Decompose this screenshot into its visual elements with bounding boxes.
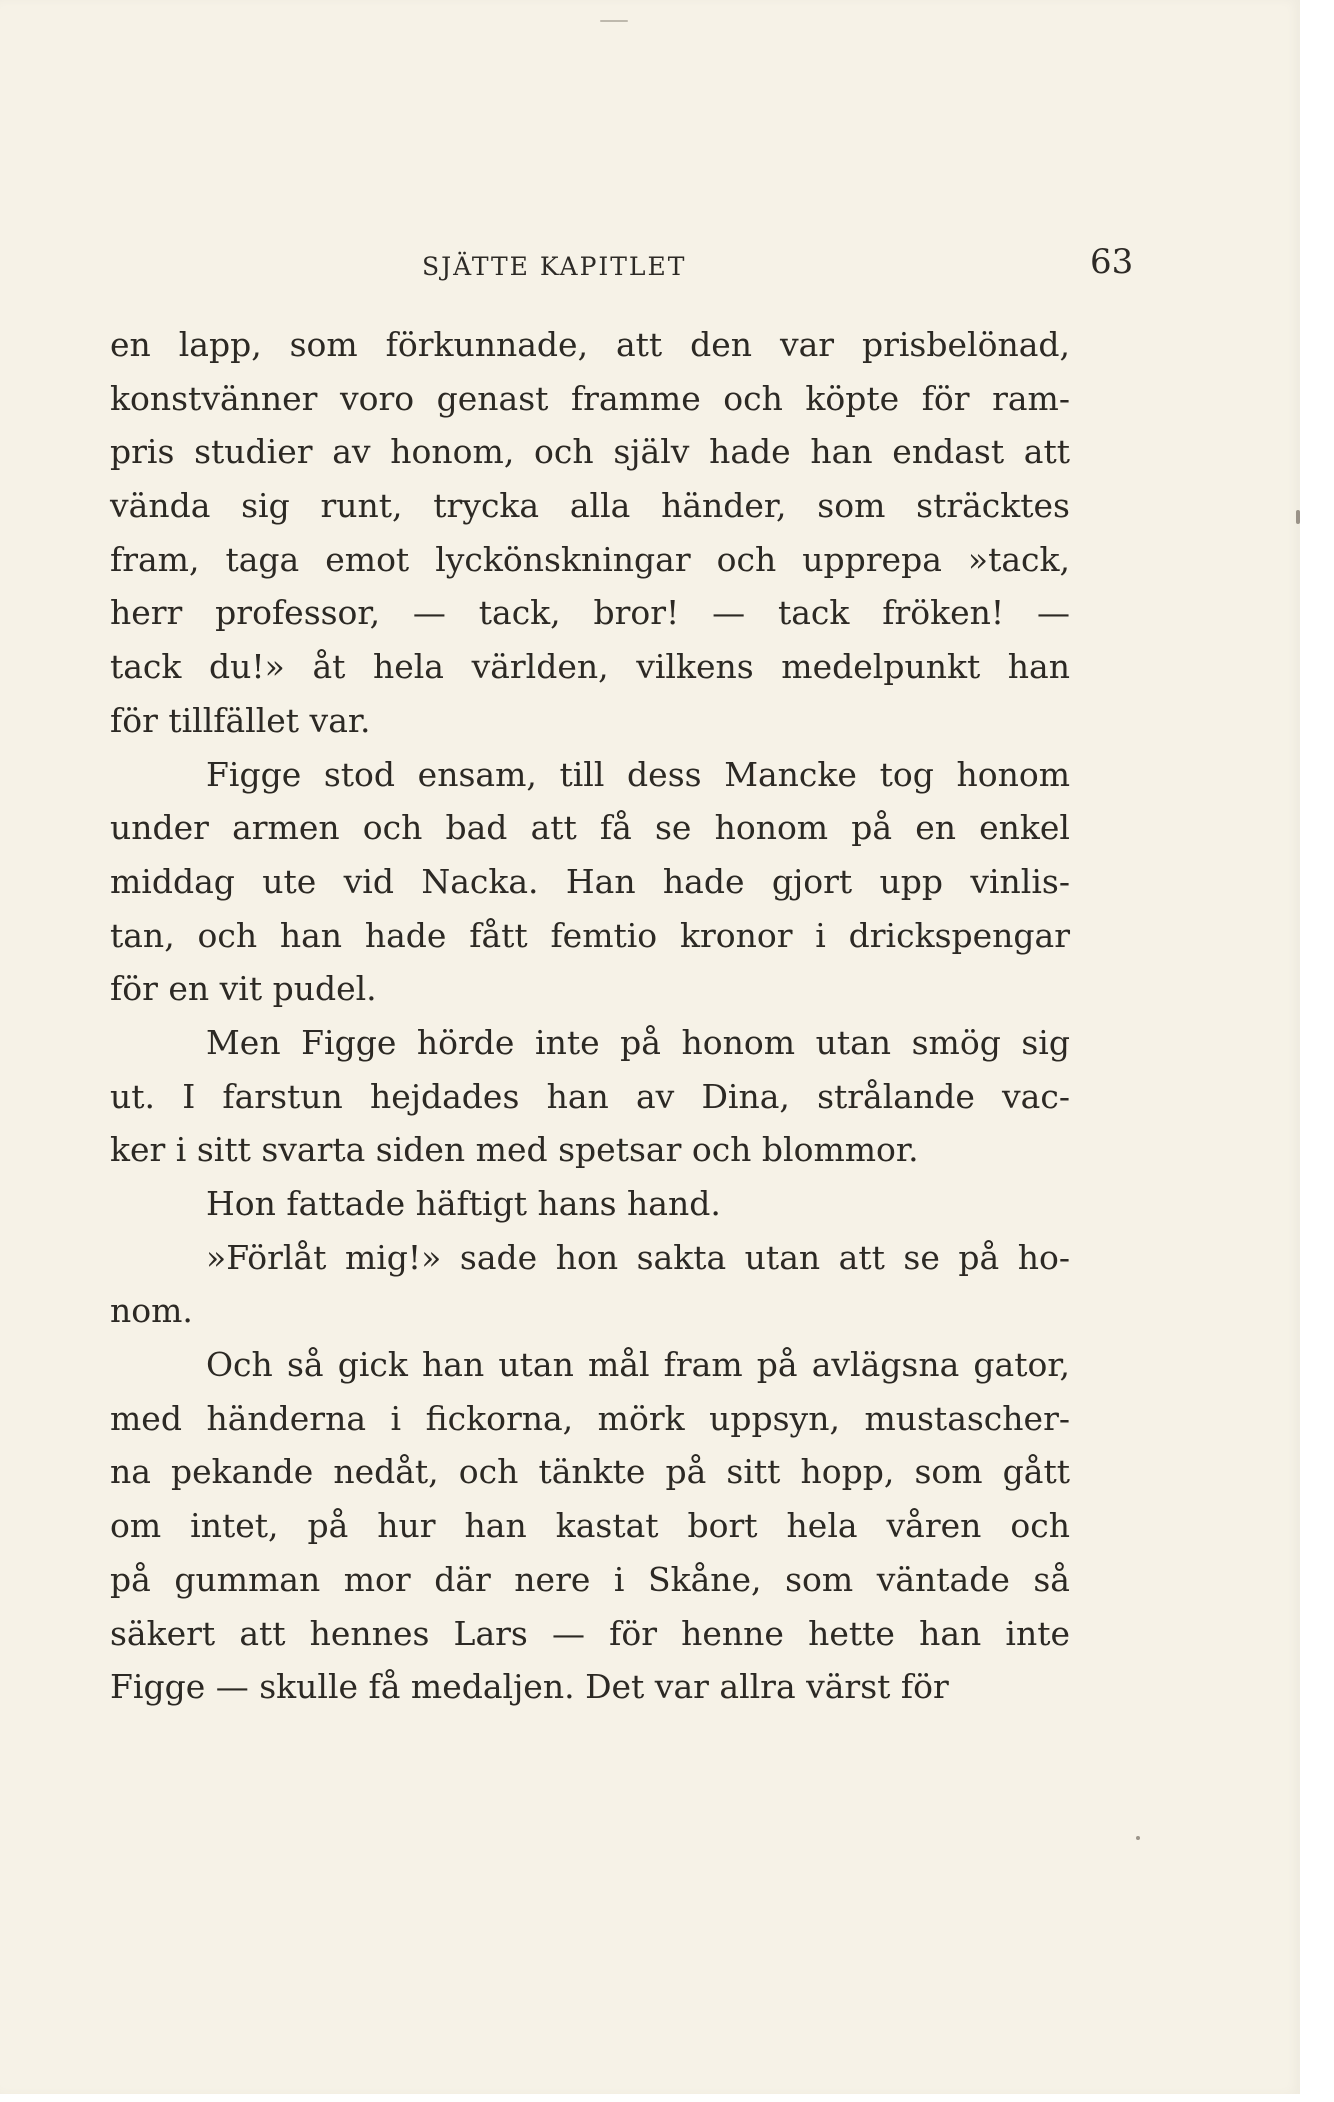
text-line [110, 1177, 1070, 1231]
text-line-content: konstvänner voro genast framme och köpte för ram- [110, 378, 1070, 418]
text-line [110, 372, 1070, 426]
text-line [110, 1070, 1070, 1124]
text-line-content: ut. I farstun hejdades han av Dina, strålande vac- [110, 1076, 1070, 1116]
text-line [110, 479, 1070, 533]
text-line [110, 748, 1070, 802]
text-line-content: vända sig runt, trycka alla händer, som sträcktes [110, 486, 1070, 526]
text-line [110, 909, 1070, 963]
text-line-content: »Förlåt mig!» sade hon sakta utan att se på ho- [206, 1237, 1070, 1277]
text-line [110, 694, 1070, 748]
text-line [110, 1016, 1070, 1070]
text-line-content: under armen och bad att få se honom på en enkel [110, 808, 1070, 848]
text-line [110, 1338, 1070, 1392]
text-line-content: för en vit pudel. [110, 969, 377, 1009]
text-line-content: na pekande nedåt, och tänkte på sitt hopp, som gått [110, 1452, 1070, 1492]
text-line-content: med händerna i fickorna, mörk uppsyn, mustascher- [110, 1398, 1070, 1438]
text-line [110, 318, 1070, 372]
text-line-content: om intet, på hur han kastat bort hela våren och [110, 1506, 1070, 1546]
text-line [110, 962, 1070, 1016]
text-line-content: tack du!» åt hela världen, vilkens medelpunkt han [110, 647, 1070, 687]
paper-speck [1296, 510, 1300, 524]
text-line-content: nom. [110, 1291, 193, 1331]
text-line-content: Hon fattade häftigt hans hand. [206, 1184, 721, 1223]
paper-speck [1136, 1836, 1140, 1840]
text-line [110, 1123, 1070, 1177]
text-line-content: herr professor, — tack, bror! — tack fröken! — [110, 593, 1070, 633]
page-bottom-edge [0, 2094, 1334, 2102]
text-line [110, 801, 1070, 855]
text-line [110, 640, 1070, 694]
text-line-content: en lapp, som förkunnade, att den var prisbelönad, [110, 325, 1070, 364]
running-head: SJÄTTE KAPITLET [422, 252, 687, 281]
text-line-content: Men Figge hörde inte på honom utan smög sig [206, 1022, 1070, 1062]
text-line-content: på gumman mor där nere i Skåne, som väntade så [110, 1559, 1070, 1599]
text-line-content: säkert att hennes Lars — för henne hette han inte [110, 1613, 1070, 1653]
text-line [110, 1231, 1070, 1285]
text-line [110, 586, 1070, 640]
text-line-content: middag ute vid Nacka. Han hade gjort upp vinlis- [110, 861, 1070, 901]
text-line-content: Figge stod ensam, till dess Mancke tog honom [206, 754, 1070, 794]
page-header [110, 238, 1134, 288]
text-line [110, 1392, 1070, 1446]
text-line [110, 425, 1070, 479]
text-line [110, 1284, 1070, 1338]
text-line [110, 1607, 1070, 1661]
page-number: 63 [1090, 242, 1134, 282]
text-line-content: ker i sitt svarta siden med spetsar och blommor. [110, 1130, 919, 1170]
text-line-content: Figge — skulle få medaljen. Det var allra värst för [110, 1667, 949, 1707]
text-line [110, 1499, 1070, 1553]
text-line [110, 533, 1070, 587]
text-line [110, 855, 1070, 909]
text-line [110, 1553, 1070, 1607]
body-text [110, 318, 1070, 1714]
text-line-content: fram, taga emot lyckönskningar och upprepa »tack, [110, 539, 1070, 579]
text-line-content: tan, och han hade fått femtio kronor i drickspengar [110, 915, 1071, 955]
page-edge [1300, 0, 1334, 2102]
text-line [110, 1660, 1070, 1714]
text-line [110, 1445, 1070, 1499]
text-line-content: pris studier av honom, och själv hade han endast att [110, 432, 1070, 472]
text-line-content: för tillfället var. [110, 700, 371, 740]
paper-speck [600, 20, 628, 22]
text-line-content: Och så gick han utan mål fram på avlägsna gator, [206, 1345, 1070, 1385]
